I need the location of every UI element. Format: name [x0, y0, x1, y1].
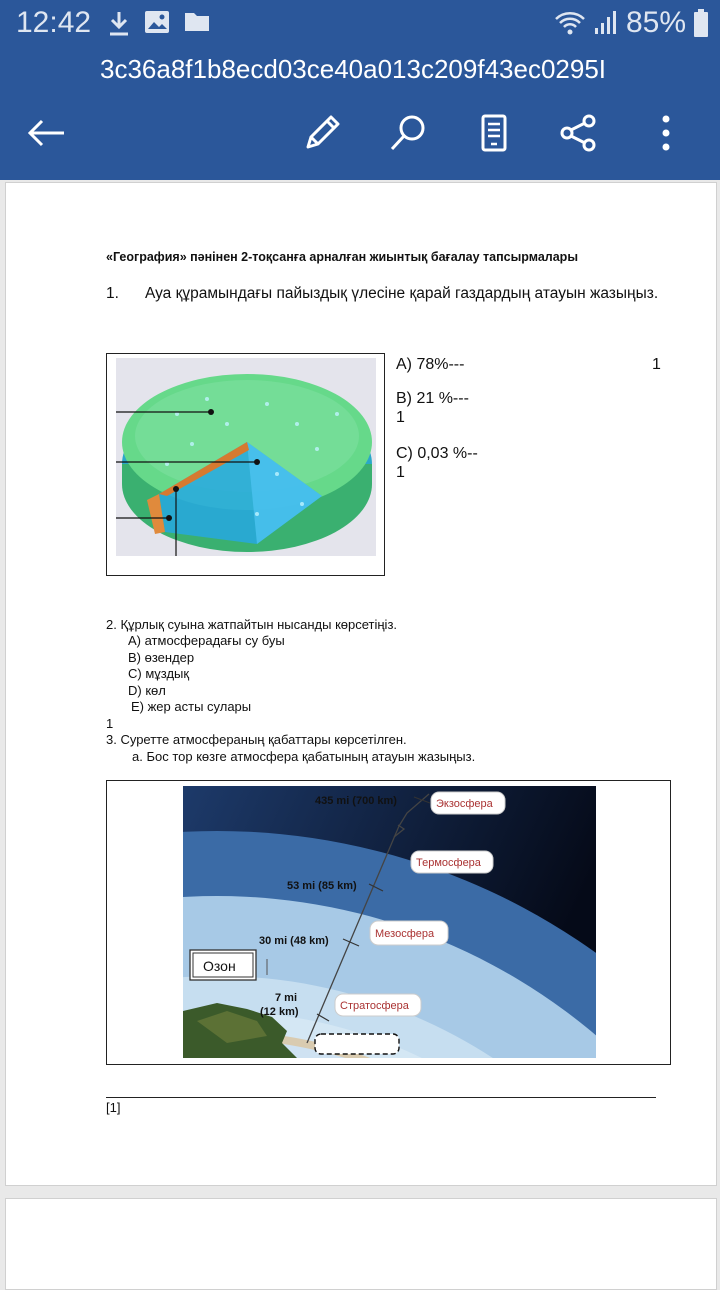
label-stratosphere: Стратосфера — [340, 1000, 409, 1012]
page-heading: «География» пәнінен 2-тоқсанға арналған жиынтық бағалау тапсырмалары — [106, 250, 578, 264]
answer-c: С) 0,03 %-- — [396, 445, 478, 462]
altitude-53: 53 mi (85 km) — [287, 880, 357, 892]
edit-pencil-icon[interactable] — [294, 105, 350, 161]
share-icon[interactable] — [551, 105, 607, 161]
blank-answer-cell[interactable] — [315, 1034, 399, 1054]
pie-chart-image — [107, 354, 384, 575]
question-2: 2. Құрлық суына жатпайтын нысанды көрсетіңіз. — [106, 617, 398, 632]
notification-icons — [108, 10, 210, 36]
answer-b-score: 1 — [396, 409, 405, 426]
label-mesosphere: Мезосфера — [375, 928, 435, 940]
atmosphere-figure — [106, 780, 671, 1065]
altitude-435: 435 mi (700 km) — [315, 795, 397, 807]
document-page-2[interactable] — [5, 1198, 717, 1290]
q2-option-e: Е) жер асты сулары — [131, 699, 252, 714]
battery-level: 85% — [625, 6, 686, 39]
folder-icon — [184, 10, 210, 32]
status-bar — [0, 0, 720, 50]
signal-icon — [594, 10, 618, 36]
label-thermosphere: Термосфера — [416, 857, 481, 869]
answer-c-score: 1 — [396, 464, 405, 481]
search-icon[interactable] — [380, 105, 436, 161]
question-1 — [106, 284, 666, 303]
question-1-number: 1. — [106, 285, 119, 302]
q2-option-a: А) атмосферадағы су буы — [128, 633, 285, 648]
altitude-30: 30 mi (48 km) — [259, 935, 329, 947]
clock: 12:42 — [16, 6, 92, 39]
answer-b: В) 21 %--- — [396, 390, 469, 407]
download-icon — [108, 10, 130, 36]
document-page-1[interactable] — [5, 182, 717, 1186]
label-ozone: Озон — [203, 958, 236, 974]
answer-a-score: 1 — [652, 356, 661, 373]
document-filename: 3c36a8f1b8ecd03ce40a013c209f43ec0295I — [100, 54, 607, 84]
answer-line[interactable] — [106, 1097, 656, 1098]
question-1-text: Ауа құрамындағы пайыздық үлесіне қарай газдардың атауын жазыңыз. — [144, 285, 659, 302]
label-exosphere: Экзосфера — [436, 798, 493, 810]
answer-score: [1] — [106, 1100, 121, 1115]
back-arrow-icon[interactable] — [18, 105, 74, 161]
atmosphere-layers-image — [107, 781, 670, 1064]
question-3: 3. Суретте атмосфераның қабаттары көрсетілген. — [106, 732, 407, 747]
q2-score: 1 — [106, 716, 114, 731]
system-status — [554, 6, 708, 40]
more-options-icon[interactable] — [638, 105, 694, 161]
answer-a: А) 78%--- — [396, 356, 465, 373]
question-3a: а. Бос тор көзге атмосфера қабатының атауын жазыңыз. — [132, 749, 476, 764]
image-icon — [144, 10, 170, 34]
wifi-icon — [554, 10, 586, 36]
q2-option-b: В) өзендер — [128, 650, 195, 665]
app-header — [0, 0, 720, 180]
altitude-12: (12 km) — [260, 1006, 299, 1018]
toolbar — [0, 105, 720, 165]
q2-option-d: D) көл — [128, 683, 166, 698]
battery-icon — [694, 9, 708, 37]
reading-view-icon[interactable] — [466, 105, 522, 161]
q2-option-c: С) мұздық — [128, 666, 190, 681]
gas-composition-figure — [106, 353, 385, 576]
altitude-7: 7 mi — [275, 992, 298, 1004]
